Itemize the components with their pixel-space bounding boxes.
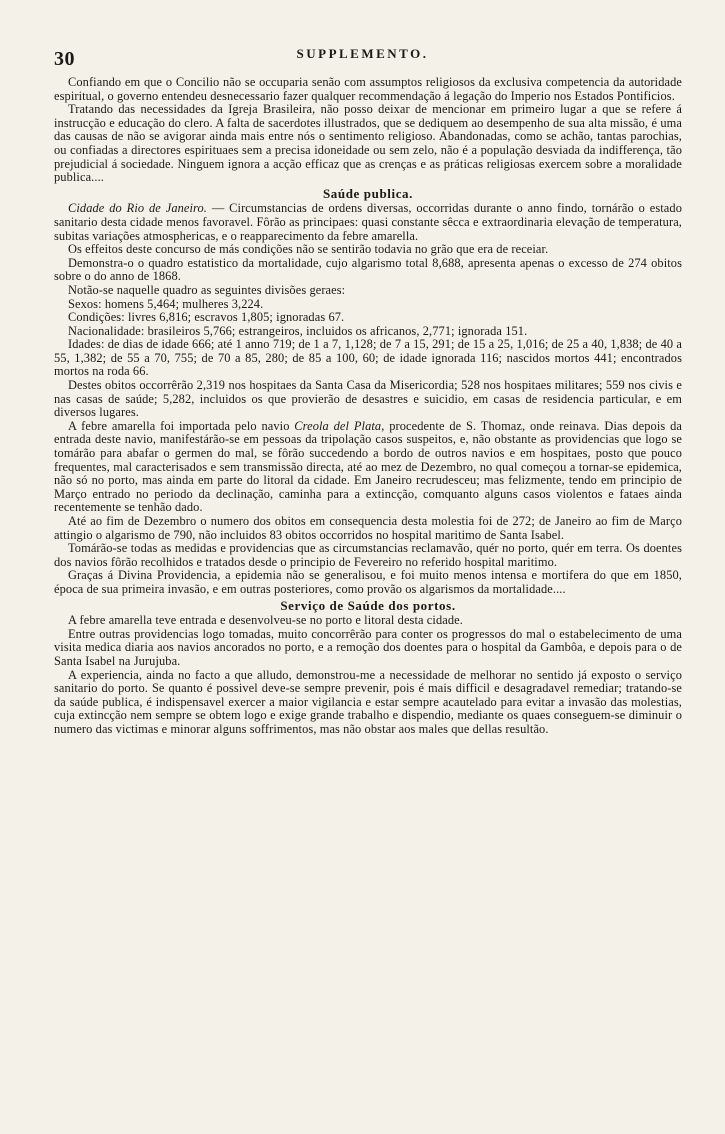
section-heading-saude-publica: Saúde publica. (322, 185, 414, 201)
paragraph: Graças á Divina Providencia, a epidemia não se generalisou, e foi muito menos intensa e mortifera do que em 1850, época de sua primeira invasão, e em outras posteriores, como provão os algarismos da mortalidade.... (54, 568, 682, 596)
paragraph-text: , procedente de S. Thomaz, onde reinava. Dias depois da entrada deste navio, manifestárão-se em pessoas da tripolação casos suspeitos, e, não obstante as providencias que logo se tomárão para abafar o germen do mal, se fôrão succedendo a bordo de outros navios e em hospitaes, posto que pouco frequentes, mal caracterisados e sem transmissão directa, até ao mez de Dezembro, no qual começou a tornar-se epidemica, não só no porto, mas ainda em parte do litoral da cidade. Em Janeiro recrudesceu; mas felizmente, tendo em principio de Março entrado no periodo da declinação, caminha para a extincção, comquanto alguns casos violentos e fataes ainda recentemente se tenhão dado. (54, 418, 682, 515)
paragraph: Destes obitos occorrêrão 2,319 nos hospitaes da Santa Casa da Misericordia; 528 nos hospitaes militares; 559 nos civis e nas casas de saúde; 5,282, incluidos os que provierão de desastres e suicidio, em casas de residencia particular, e em diversos lugares. (54, 378, 682, 420)
city-name: Cidade do Rio de Janeiro. (68, 201, 208, 216)
paragraph: A febre amarella teve entrada e desenvolveu-se no porto e litoral desta cidade. (68, 613, 463, 628)
paragraph-text: A febre amarella foi importada pelo navio (68, 418, 295, 433)
paragraph: Os effeitos deste concurso de más condições não se sentirão todavia no grão que era de receiar. (68, 242, 549, 257)
body-text (54, 76, 682, 737)
paragraph (54, 202, 682, 243)
paragraph: Entre outras providencias logo tomadas, muito concorrêrão para conter os progressos do mal o estabelecimento de uma visita medica diaria aos navios ancorados no porto, e a remoção dos doentes para o hospital da Gambôa, e depois para o de Santa Isabel na Jurujuba. (54, 626, 682, 668)
paragraph: Demonstra-o o quadro estatistico da mortalidade, cujo algarismo total 8,688, apresenta apenas o excesso de 274 obitos sobre o do anno de 1868. (54, 255, 682, 284)
stat-line-sexos: Sexos: homens 5,464; mulheres 3,224. (68, 296, 264, 311)
paragraph: Tratando das necessidades da Igreja Brasileira, não posso deixar de mencionar em primeiro lugar a que se refere á instrucção e educação do clero. A falta de sacerdotes illustrados, que se dediquem ao desempenho de sua alta missão, é uma das causas de não se avigorar ainda mais entre nós o sentimento religioso. Abandonadas, como se achão, tantas parochias, ou confiadas a directores espirituaes sem a precisa idoneidade ou sem zelo, não é a população desviada da indifferença, tão prejudicial á sociedade. Ninguem ignora a acção efficaz que as crenças e as práticas religiosas exercem sobre a moralidade publica.... (54, 102, 682, 185)
running-head: SUPPLEMENTO. (296, 46, 429, 61)
paragraph (54, 420, 682, 515)
stat-line-condicoes: Condições: livres 6,816; escravos 1,805; ignoradas 67. (68, 310, 345, 325)
page-number: 30 (54, 48, 75, 70)
stat-line-idades: Idades: de dias de idade 666; até 1 anno 719; de 1 a 7, 1,128; de 7 a 15, 291; de 15 a 25, 1,016; de 25 a 40, 1,838; de 40 a 55, 1,382; de 55 a 70, 755; de 70 a 85, 280; de 85 a 100, 60; de idade ignorada 116; nascidos mortos 441; encontrados mortos na roda 66. (54, 337, 682, 379)
paragraph: A experiencia, ainda no facto a que alludo, demonstrou-me a necessidade de melhorar no sentido já exposto o serviço sanitario do porto. Se quanto é possivel deve-se sempre prevenir, pois é mais difficil e desagradavel remediar; tratando-se da saúde publica, é indispensavel exercer a maior vigilancia e estar sempre acautelado para evitar a invasão das molestias, cuja extincção nem sempre se obtem logo e exige grande trabalho e dispendio, mediante os quaes conseguem-se diminuir o numero das victimas e minorar alguns soffrimentos, mas não obstar aos males que dellas resultão. (54, 667, 682, 736)
paragraph: Tomárão-se todas as medidas e providencias que as circumstancias reclamavão, quér no porto, quér em terra. Os doentes dos navios fôrão recolhidos e tratados desde o principio de Fevereiro no referido hospital maritimo. (54, 541, 682, 569)
paragraph: Confiando em que o Concilio não se occuparia senão com assumptos religiosos da exclusiva competencia da autoridade espiritual, o governo entendeu desnecessario fazer qualquer recommendação á legação do Imperio nos Estados Pontificios. (54, 75, 682, 103)
paragraph: Até ao fim de Dezembro o numero dos obitos em consequencia desta molestia foi de 272; de Janeiro ao fim de Março attingio o algarismo de 790, não incluidos 83 obitos occorridos no hospital maritimo de Santa Isabel. (54, 514, 682, 542)
stat-line-nacionalidade: Nacionalidade: brasileiros 5,766; estrangeiros, incluidos os africanos, 2,771; ignorada 151. (68, 323, 528, 338)
section-heading-saude-portos: Serviço de Saúde dos portos. (280, 597, 456, 613)
paragraph: Notão-se naquelle quadro as seguintes divisões geraes: (68, 282, 346, 297)
paragraph-text: — Circumstancias de ordens diversas, occorridas durante o anno findo, tornárão o estado sanitario desta cidade menos favoravel. Fôrão as principaes: quasi constante sêcca e extraordinaria elevação de temperatura, subitas variações atmosphericas, e o reapparecimento da febre amarella. (54, 201, 682, 243)
ship-name: Creola del Plata (294, 418, 382, 433)
